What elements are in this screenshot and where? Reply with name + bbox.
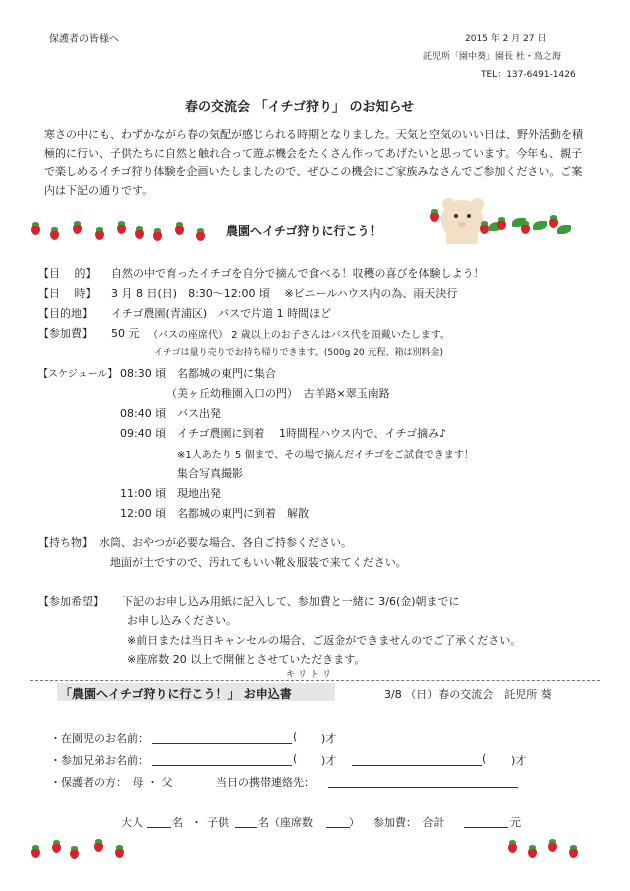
fee-label: 【参加費】: [38, 327, 93, 340]
schedule-time: 08:40 頃: [120, 407, 167, 420]
age-close: )才: [321, 732, 337, 745]
people-unit: 名: [172, 816, 183, 829]
schedule-time: 09:40 頃: [120, 427, 167, 440]
application-text: 下記のお申し込み用紙に記入して、参加費と一緒に 3/6(金)朝までに: [122, 595, 460, 608]
banner-title: 農園へイチゴ狩りに行こう！: [226, 224, 382, 238]
separator: ・: [191, 816, 202, 829]
contact-label: 当日の携帯連絡先：: [216, 776, 315, 789]
destination-label: 【目的地】: [38, 307, 93, 320]
strawberry-icon: [73, 224, 82, 234]
schedule-text: 現地出発: [177, 487, 221, 500]
leaf-icon: [533, 221, 547, 230]
age-close: )才: [321, 754, 337, 767]
strawberry-icon: [117, 224, 126, 234]
schedule-text: バス出発: [177, 407, 221, 420]
page-title: 春の交流会 「イチゴ狩り」 のお知らせ: [185, 100, 415, 115]
strawberry-icon: [31, 225, 40, 235]
leaf-icon: [557, 225, 571, 234]
strawberry-icon: [196, 231, 205, 241]
phone: TEL：137-6491-1426: [481, 70, 576, 80]
recipient: 保護者の皆様へ: [49, 34, 119, 45]
strawberry-icon: [115, 848, 124, 858]
child-age-field[interactable]: [302, 730, 322, 743]
age-open: (: [293, 730, 298, 743]
strawberry-icon: [94, 842, 103, 852]
sender: 託児所「園中葵」園長 杜・鳥之海: [423, 52, 561, 62]
fee-amount: 50 元: [111, 327, 140, 340]
strawberry-icon: [70, 849, 79, 859]
strawberry-icon: [175, 225, 184, 235]
schedule-text: 集合写真撮影: [177, 467, 243, 480]
age-close: )才: [511, 754, 527, 767]
schedule-time: 08:30 頃: [120, 367, 167, 380]
strawberry-icon: [430, 212, 439, 222]
destination-text: イチゴ農園(青浦区) バスで片道 1 時間ほど: [111, 307, 332, 320]
purpose-text: 自然の中で育ったイチゴを自分で摘んで食べる！収穫の喜びを体験しよう！: [111, 267, 485, 280]
cut-line-label: キリトリ: [286, 670, 335, 680]
sibling-age-field-2[interactable]: [491, 752, 511, 765]
adults-count-field[interactable]: [147, 814, 171, 828]
application-text: ※座席数 20 以上で開催とさせていただきます。: [127, 653, 366, 666]
fee-total-label: 参加費： 合計: [373, 816, 445, 829]
strawberry-icon: [480, 224, 489, 234]
form-title: 「農園へイチゴ狩りに行こう！」 お申込書: [60, 687, 292, 701]
belongings-text: 地面が土ですので、汚れてもいい靴＆服装で来てください。: [110, 556, 407, 569]
strawberry-icon: [508, 843, 517, 853]
belongings-label: 【持ち物】: [38, 536, 93, 549]
strawberry-icon: [153, 231, 162, 241]
child-name-label: ・在園児のお名前：: [50, 732, 149, 745]
schedule-time: 11:00 頃: [120, 487, 167, 500]
strawberry-icon: [569, 848, 578, 858]
purpose-label: 【目 的】: [38, 267, 97, 280]
schedule-text: 名都城の東門に集合: [177, 367, 276, 380]
sibling-name-field[interactable]: [152, 752, 292, 766]
strawberry-icon: [52, 843, 61, 853]
intro-paragraph: 寒さの中にも、わずかながら春の気配が感じられる時期となりました。天気と空気のいい日は、野外活動を積極的に行い、子供たちに自然と触れ合って遊ぶ機会をたくさん作ってあげたいと思っています。今年も、親子で楽しめるイチゴ狩り体験を企画いたしましたので、ぜひこの機会にご家族みなさんでご参加ください。ご案内は下記の通りです。: [44, 128, 583, 197]
seats-count-field[interactable]: [326, 814, 350, 828]
sibling-name-field-2[interactable]: [352, 752, 482, 766]
cut-line: [30, 680, 600, 681]
adults-label: 大人: [121, 816, 143, 829]
date-label: 【日 時】: [38, 287, 97, 300]
currency-unit: 元: [510, 816, 521, 829]
strawberry-icon: [135, 229, 144, 239]
child-name-field[interactable]: [152, 730, 292, 744]
fee-note: （バスの座席代） 2 歳以上のお子さんはバス代を頂戴いたします。: [148, 330, 450, 341]
date-text: 3 月 8 日(日) 8:30～12:00 頃 ※ビニールハウス内の為、雨天決行: [111, 287, 458, 300]
schedule-text: （美ヶ丘幼稚園入口の門） 古羊路×翠玉南路: [166, 387, 390, 400]
contact-field[interactable]: [328, 774, 518, 788]
children-count-field[interactable]: [235, 814, 257, 828]
schedule-text: イチゴ農園に到着 1時間程ハウス内で、イチゴ摘み♪: [177, 427, 447, 440]
strawberry-icon: [50, 230, 59, 240]
sibling-name-label: ・参加兄弟お名前：: [50, 754, 149, 767]
schedule-label: 【スケジュール】: [38, 369, 118, 380]
strawberry-icon: [95, 230, 104, 240]
application-label: 【参加希望】: [38, 595, 104, 608]
application-text: お申し込みください。: [127, 614, 237, 627]
strawberry-icon: [549, 218, 558, 228]
strawberry-icon: [548, 842, 557, 852]
age-open: (: [293, 752, 298, 765]
age-open: (: [482, 752, 487, 765]
strawberry-icon: [497, 220, 506, 230]
letter-date: 2015 年 2 月 27 日: [465, 34, 547, 44]
seats-close: ）: [349, 816, 360, 829]
seats-label: 名（座席数: [258, 816, 313, 829]
strawberry-icon: [31, 848, 40, 858]
children-label: 子供: [207, 816, 229, 829]
guardian-label: ・保護者の方： 母 ・ 父: [50, 776, 173, 789]
fee-note-2: イチゴは量り売りでお持ち帰りできます。(500g 20 元程、箱は別料金): [154, 348, 444, 358]
fee-total-field[interactable]: [464, 814, 508, 828]
belongings-text: 水筒、おやつが必要な場合、各自ご持参ください。: [99, 536, 352, 549]
form-event: 3/8 （日）春の交流会 託児所 葵: [384, 688, 552, 701]
strawberry-icon: [521, 224, 530, 234]
application-text: ※前日または当日キャンセルの場合、ご返金ができませんのでご了承ください。: [127, 634, 522, 647]
schedule-time: 12:00 頃: [120, 507, 167, 520]
schedule-text: 名都城の東門に到着 解散: [177, 507, 309, 520]
strawberry-icon: [528, 848, 537, 858]
sibling-age-field[interactable]: [302, 752, 322, 765]
schedule-text: ※1人あたり 5 個まで、その場で摘んだイチゴをご試食できます！: [177, 450, 474, 461]
